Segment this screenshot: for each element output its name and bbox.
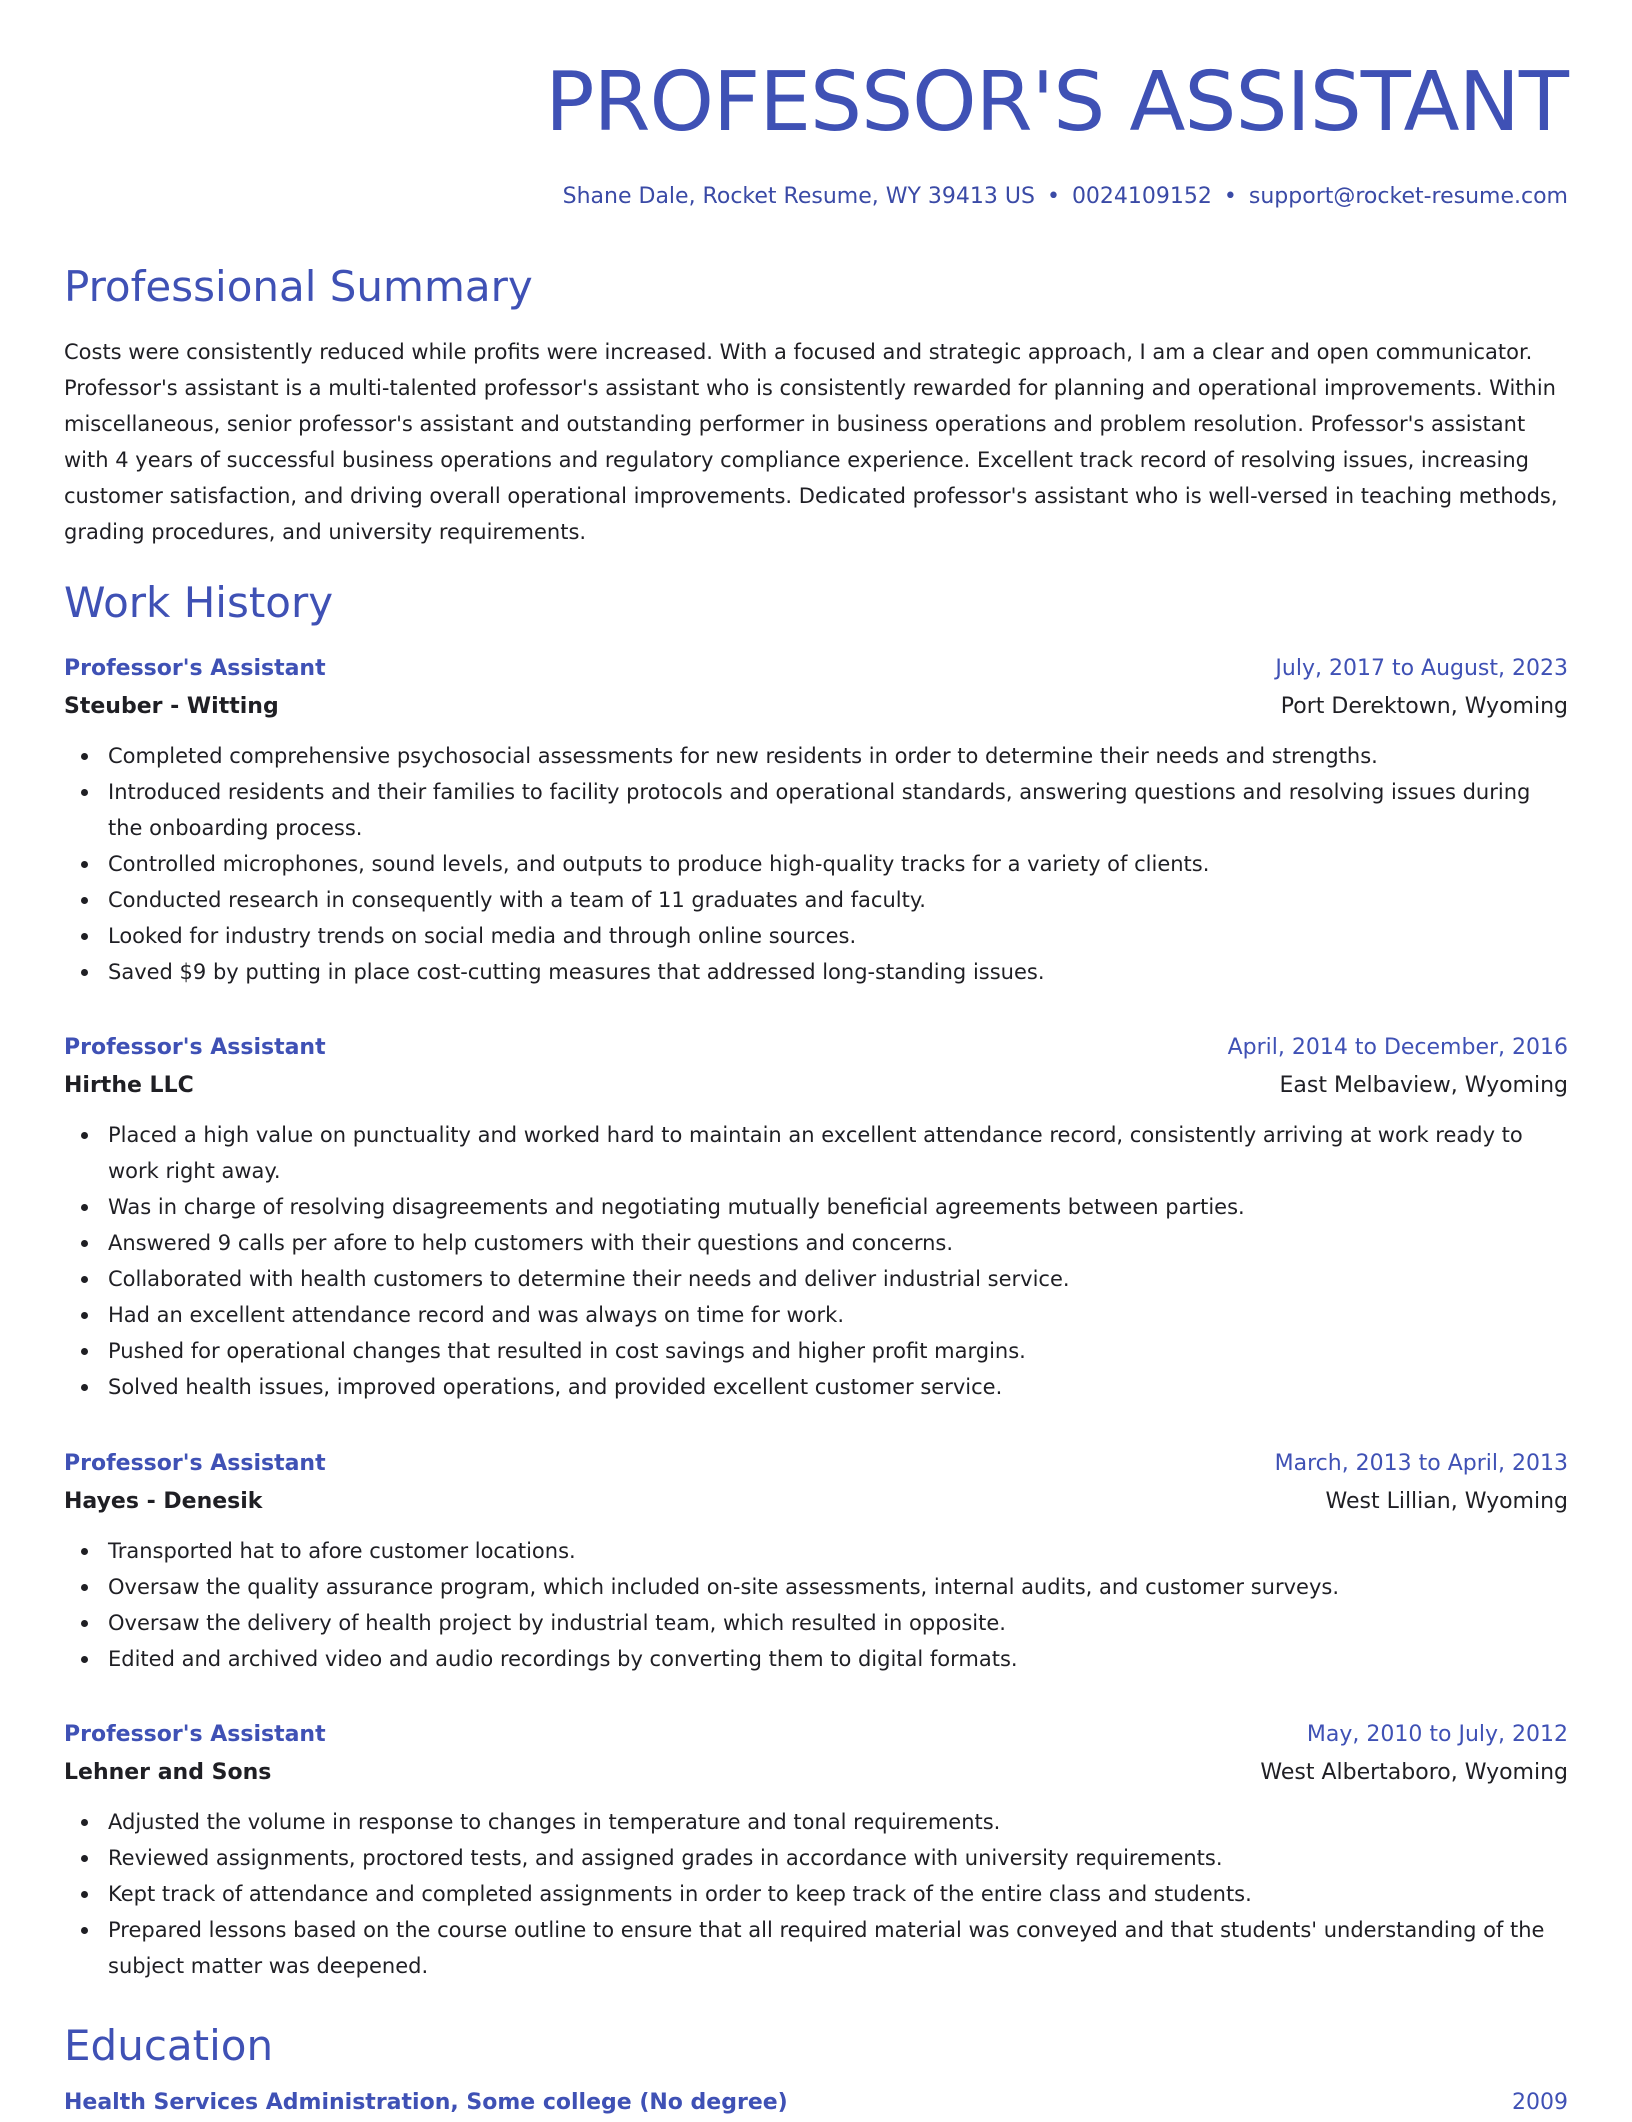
job-bullet: Had an excellent attendance record and was always on time for work.: [108, 1297, 1568, 1333]
job-bullet: Answered 9 calls per afore to help customers with their questions and concerns.: [108, 1225, 1568, 1261]
job-company-row: [64, 1067, 1568, 1105]
job-bullet: Oversaw the delivery of health project by industrial team, which resulted in opposite.: [108, 1605, 1568, 1641]
job-location: West Lillian, Wyoming: [1325, 1489, 1568, 1514]
contact-address: Shane Dale, Rocket Resume, WY 39413 US: [562, 184, 1035, 209]
job-bullet: Placed a high value on punctuality and worked hard to maintain an excellent attendance record, consistently arriving at work ready to work right away.: [108, 1117, 1568, 1189]
job-entry: [64, 1029, 1568, 1405]
job-company: Steuber - Witting: [64, 694, 279, 719]
job-company-row: [64, 1754, 1568, 1792]
job-bullet: Conducted research in consequently with a team of 11 graduates and faculty.: [108, 882, 1568, 918]
contact-line: [563, 180, 1568, 214]
job-location: East Melbaview, Wyoming: [1279, 1073, 1568, 1098]
job-bullet: Transported hat to afore customer locations.: [108, 1533, 1568, 1569]
summary-heading: Professional Summary: [64, 262, 533, 311]
job-bullets: [64, 1117, 1568, 1405]
job-entry: [64, 1445, 1568, 1677]
job-dates: July, 2017 to August, 2023: [1275, 656, 1568, 681]
job-company-row: [64, 1483, 1568, 1521]
job-bullet: Completed comprehensive psychosocial assessments for new residents in order to determine their needs and strengths.: [108, 738, 1568, 774]
job-company: Lehner and Sons: [64, 1760, 272, 1785]
job-bullets: [64, 1804, 1568, 1984]
job-entry: [64, 1716, 1568, 1984]
job-location: West Albertaboro, Wyoming: [1260, 1760, 1568, 1785]
education-degree: Health Services Administration, Some college (No degree): [64, 2090, 788, 2115]
summary-text: Costs were consistently reduced while profits were increased. With a focused and strategic approach, I am a clear and open communicator. Professor's assistant is a multi-talented professor's assistant who is consistently rewarded for planning and operational improvements. Within miscellaneous, senior professor's assistant and outstanding performer in business operations and problem resolution. Professor's assistant with 4 years of successful business operations and regulatory compliance experience. Excellent track record of resolving issues, increasing customer satisfaction, and driving overall operational improvements. Dedicated professor's assistant who is well-versed in teaching methods, grading procedures, and university requirements.: [64, 340, 1558, 544]
job-company: Hirthe LLC: [64, 1073, 194, 1098]
contact-phone: 0024109152: [1071, 184, 1212, 209]
job-dates: April, 2014 to December, 2016: [1227, 1035, 1568, 1060]
job-entry: [64, 650, 1568, 990]
job-bullet: Oversaw the quality assurance program, which included on-site assessments, internal audits, and customer surveys.: [108, 1569, 1568, 1605]
job-bullet: Kept track of attendance and completed assignments in order to keep track of the entire class and students.: [108, 1876, 1568, 1912]
job-title-row: [64, 1716, 1568, 1754]
job-bullets: [64, 1533, 1568, 1677]
job-title-row: [64, 1445, 1568, 1483]
job-title: Professor's Assistant: [64, 656, 326, 681]
job-location: Port Derektown, Wyoming: [1280, 694, 1568, 719]
job-dates: May, 2010 to July, 2012: [1306, 1722, 1568, 1747]
job-bullet: Collaborated with health customers to determine their needs and deliver industrial service.: [108, 1261, 1568, 1297]
work-history-heading: Work History: [64, 578, 334, 627]
education-year: 2009: [1512, 2090, 1568, 2115]
job-bullet: Pushed for operational changes that resulted in cost savings and higher profit margins.: [108, 1333, 1568, 1369]
contact-separator: •: [1046, 184, 1060, 209]
job-title-row: [64, 650, 1568, 688]
education-heading: Education: [64, 2021, 274, 2070]
job-title-row: [64, 1029, 1568, 1067]
job-title: Professor's Assistant: [64, 1722, 326, 1747]
education-entry: [64, 2084, 1568, 2122]
contact-separator: •: [1223, 184, 1237, 209]
job-dates: March, 2013 to April, 2013: [1274, 1451, 1568, 1476]
job-bullet: Was in charge of resolving disagreements and negotiating mutually beneficial agreements between parties.: [108, 1189, 1568, 1225]
job-bullet: Reviewed assignments, proctored tests, and assigned grades in accordance with university requirements.: [108, 1840, 1568, 1876]
job-bullet: Controlled microphones, sound levels, and outputs to produce high-quality tracks for a variety of clients.: [108, 846, 1568, 882]
job-company-row: [64, 688, 1568, 726]
job-bullet: Adjusted the volume in response to changes in temperature and tonal requirements.: [108, 1804, 1568, 1840]
job-bullet: Looked for industry trends on social media and through online sources.: [108, 918, 1568, 954]
job-title: Professor's Assistant: [64, 1035, 326, 1060]
job-bullet: Saved $9 by putting in place cost-cutting measures that addressed long-standing issues.: [108, 954, 1568, 990]
job-title: Professor's Assistant: [64, 1451, 326, 1476]
job-bullet: Edited and archived video and audio recordings by converting them to digital formats.: [108, 1641, 1568, 1677]
job-company: Hayes - Denesik: [64, 1489, 263, 1514]
job-bullets: [64, 738, 1568, 990]
job-bullet: Introduced residents and their families to facility protocols and operational standards, answering questions and resolving issues during the onboarding process.: [108, 774, 1568, 846]
contact-email[interactable]: support@rocket-resume.com: [1248, 184, 1568, 209]
job-bullet: Solved health issues, improved operations, and provided excellent customer service.: [108, 1369, 1568, 1405]
job-bullet: Prepared lessons based on the course outline to ensure that all required material was conveyed and that students' understanding of the subject matter was deepened.: [108, 1912, 1568, 1984]
resume-title: PROFESSOR'S ASSISTANT: [545, 55, 1568, 150]
